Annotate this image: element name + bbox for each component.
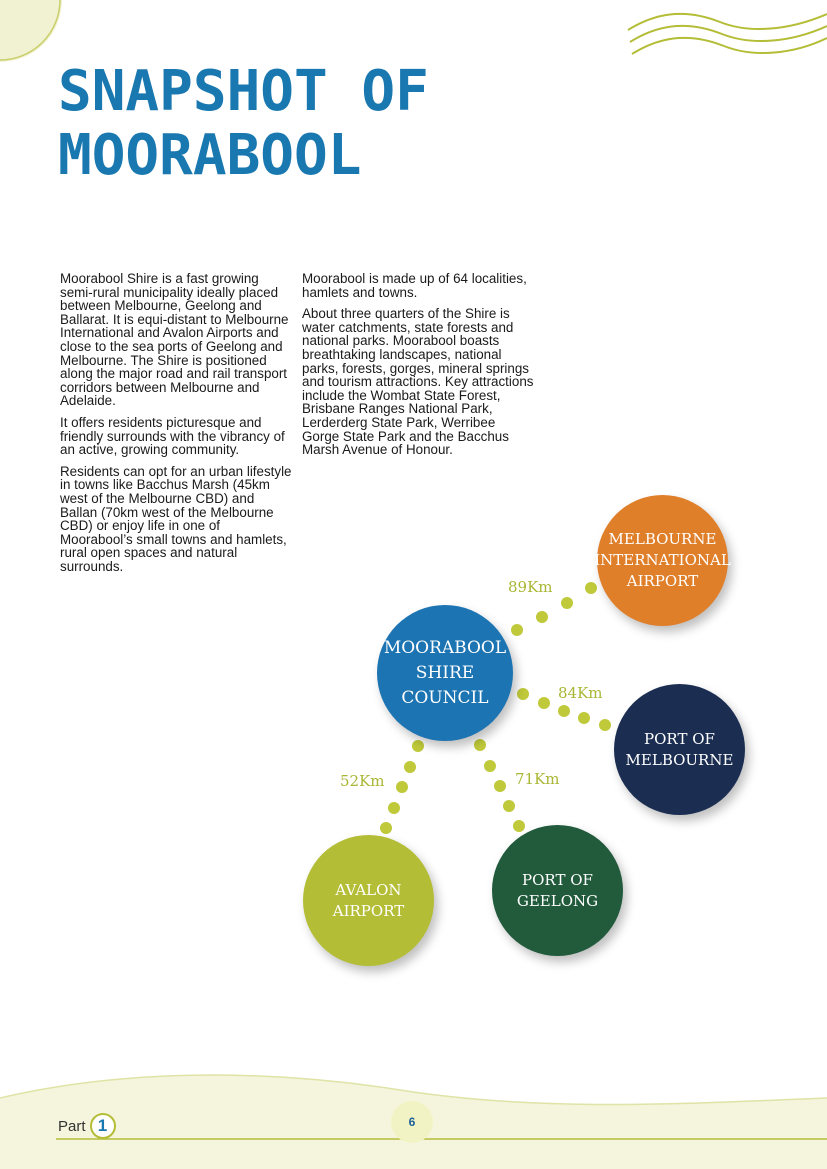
connector-dot: [494, 780, 506, 792]
distance-label-port-of-geelong: 71Km: [515, 770, 560, 788]
node-label-line: MELBOURNE: [608, 530, 717, 548]
connector-dot: [538, 697, 550, 709]
distance-label-melbourne-airport: 89Km: [508, 578, 553, 596]
part-number-badge: 1: [90, 1113, 116, 1139]
paragraph: Moorabool Shire is a fast growing semi-rural municipality ideally placed between Melbourne, Geelong and Ballarat. It is equi-distant to Melbourne International and Avalon Airports and close to the sea ports of Geelong and Melbourne. The Shire is positioned along the major road and rail transport corridors between Melbourne and Adelaide.: [60, 271, 289, 409]
connector-dot: [396, 781, 408, 793]
node-label-line: GEELONG: [516, 891, 599, 910]
node-label: [517, 870, 598, 912]
page-title-line: MOORABOOL: [58, 123, 362, 188]
connector-dot: [511, 624, 523, 636]
node-moorabool-shire-council: [377, 605, 513, 741]
connector-dot: [513, 820, 525, 832]
node-label-line: COUNCIL: [401, 687, 489, 708]
node-label-line: AVALON: [335, 880, 402, 899]
connector-dot: [380, 822, 392, 834]
node-label-line: AIRPORT: [332, 901, 405, 920]
corner-circle-decoration: [0, 0, 62, 62]
node-label-line: MELBOURNE: [625, 750, 734, 769]
node-label: [384, 636, 506, 711]
node-label-line: PORT OF: [644, 729, 715, 748]
page-number: 6: [391, 1101, 433, 1143]
node-label: [594, 529, 731, 592]
node-label: [626, 729, 734, 771]
node-label-line: AIRPORT: [626, 572, 699, 590]
node-avalon-airport: [303, 835, 434, 966]
node-melbourne-international-airport: [594, 495, 731, 626]
connector-dot: [484, 760, 496, 772]
connector-dot: [474, 739, 486, 751]
node-label-line: SHIRE: [415, 662, 475, 683]
paragraph: Moorabool is made up of 64 localities, hamlets and towns.: [302, 271, 527, 300]
node-label-line: MOORABOOL: [383, 637, 507, 658]
paragraph: About three quarters of the Shire is water catchments, state forests and national parks. Moorabool boasts breathtaking landscapes, national parks, forests, gorges, mineral springs and tourism attractions. Key attractions include the Wombat State Forest, Brisbane Ranges National Park, Lerderderg State Park, Werribee Gorge State Park and the Bacchus Marsh Avenue of Honour.: [302, 306, 534, 458]
part-label: Part: [58, 1117, 86, 1135]
connector-dot: [412, 740, 424, 752]
connector-dot: [599, 719, 611, 731]
connector-dot: [536, 611, 548, 623]
node-label-line: INTERNATIONAL: [594, 551, 731, 569]
connector-dot: [404, 761, 416, 773]
connector-dot: [561, 597, 573, 609]
paragraph: It offers residents picturesque and friendly surrounds with the vibrancy of an active, growing community.: [60, 414, 285, 458]
node-label-line: PORT OF: [522, 870, 593, 889]
text-column-left: [60, 272, 292, 581]
paragraph: Residents can opt for an urban lifestyle in towns like Bacchus Marsh (45km west of the Melbourne CBD) and Ballan (70km west of the Melbourne CBD) or enjoy life in one of Moorabool’s small towns and hamlets, rural open spaces and natural surrounds.: [60, 463, 292, 574]
connector-dot: [558, 705, 570, 717]
distance-label-port-of-melbourne: 84Km: [558, 684, 603, 702]
connector-dot: [578, 712, 590, 724]
node-port-of-melbourne: [614, 684, 745, 815]
connector-dot: [517, 688, 529, 700]
node-label: [333, 880, 404, 922]
connector-dot: [503, 800, 515, 812]
node-port-of-geelong: [492, 825, 623, 956]
page-title-line: SNAPSHOT OF: [58, 59, 429, 124]
connector-dot: [388, 802, 400, 814]
distance-label-avalon-airport: 52Km: [340, 772, 385, 790]
wave-lines-decoration: [628, 14, 827, 54]
text-column-right: [302, 272, 534, 465]
page-title: [58, 60, 578, 188]
footer-part-indicator: [58, 1113, 116, 1139]
